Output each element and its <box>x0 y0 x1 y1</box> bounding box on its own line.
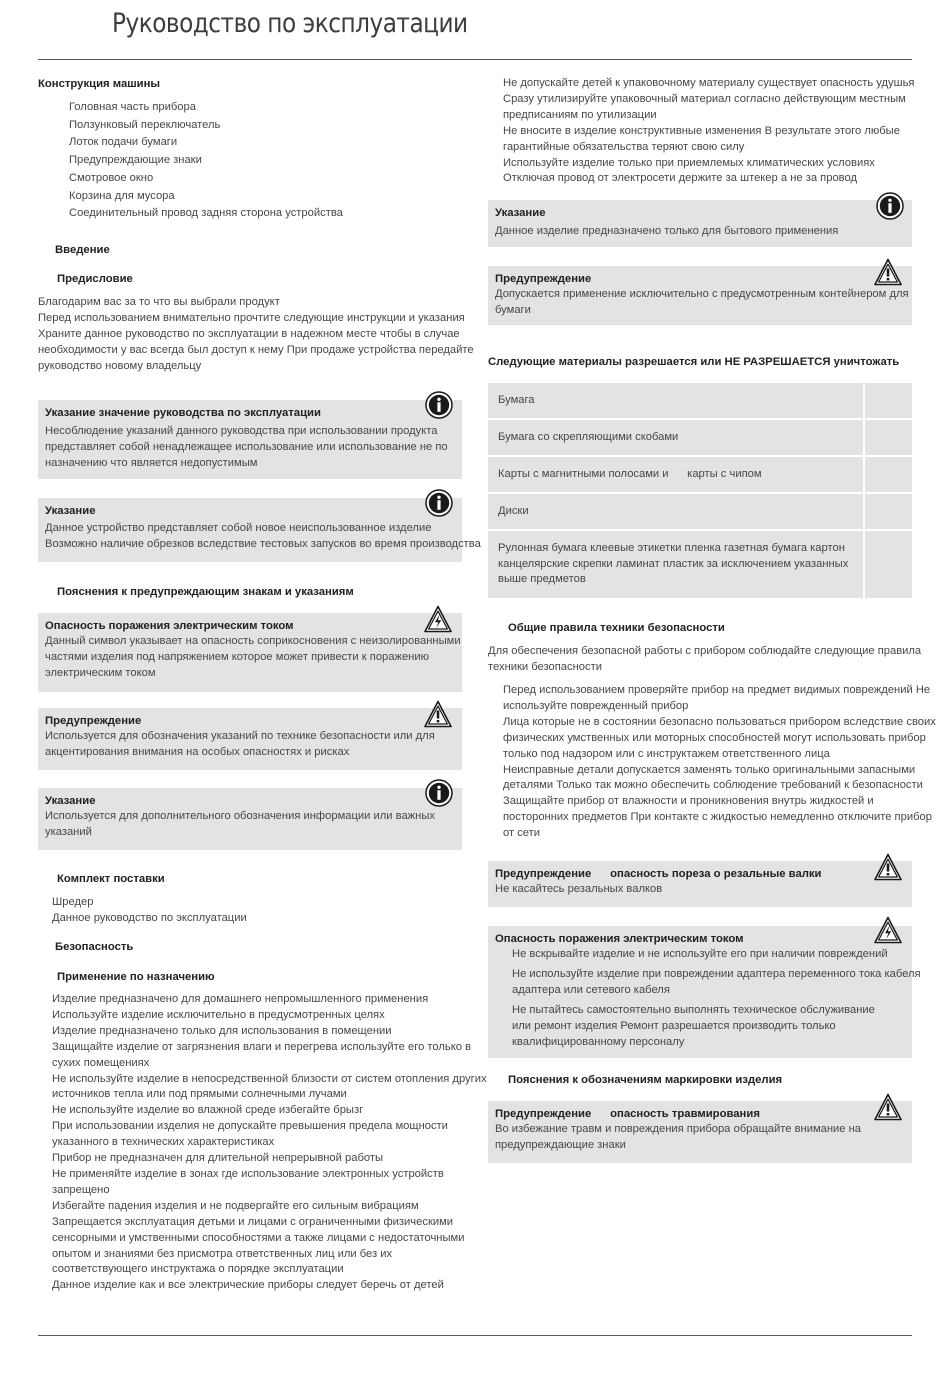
note-title: Указание значение руководства по эксплуатации <box>45 407 321 419</box>
text-line: Во избежание травм и повреждения прибора обращайте внимание на <box>495 1123 862 1135</box>
table-cell-checkbox <box>863 383 912 418</box>
text-line: источников тепла или под прямыми солнечными лучами <box>52 1088 347 1101</box>
table-row <box>488 494 912 529</box>
list-item: Головная часть прибора <box>69 101 196 113</box>
text-line: указаний <box>45 825 92 838</box>
text-line: Не применяйте изделие в зонах где использование электронных устройств <box>52 1167 444 1180</box>
text-line: руководство новому владельцу <box>38 359 202 372</box>
warning-box-injury <box>488 1101 912 1163</box>
table-row <box>488 420 912 455</box>
foreword-text <box>38 295 474 375</box>
table-cell-checkbox <box>863 457 912 492</box>
text-line: Не касайтесь резальных валков <box>495 883 663 895</box>
table-cell: Диски <box>498 504 529 517</box>
text-line: сенсорными и умственными способностями а также лицами с недостаточными <box>52 1231 465 1244</box>
list-item: Смотровое окно <box>69 171 154 184</box>
page-title: Руководство по эксплуатации <box>112 8 468 39</box>
list-item: Предупреждающие знаки <box>69 154 202 167</box>
text-line: используйте поврежденный прибор <box>503 699 689 712</box>
text-line: Данное устройство представляет собой новое неиспользованное изделие <box>45 522 432 534</box>
text-line: предупреждающие знаки <box>495 1138 626 1151</box>
footer-rule <box>38 1335 912 1336</box>
note-box-manual-importance <box>38 400 462 479</box>
text-line: Данное изделие предназначено только для бытового применения <box>495 225 839 237</box>
text-line: Запрещается эксплуатация детьми и лицами с ограниченными физическими <box>52 1215 454 1228</box>
text-line: Отключая провод от электросети держите за штекер а не за провод <box>503 172 857 185</box>
info-icon <box>425 779 453 807</box>
text-line: Защищайте прибор от влажности и проникновения внутрь жидкостей и <box>503 795 874 808</box>
text-line: или ремонт изделия Ремонт разрешается производить только <box>512 1019 836 1032</box>
note-title: Предупреждение <box>495 273 592 285</box>
warning-triangle-icon <box>874 853 902 881</box>
table-cell: Бумага со скрепляющими скобами <box>498 430 679 443</box>
note-title: Указание <box>495 207 546 219</box>
text-line: опытом и знаниями без присмотра ответственных лиц или без их <box>52 1247 393 1260</box>
note-title: Указание <box>45 795 96 807</box>
text-line: Для обеспечения безопасной работы с прибором соблюдайте следующие правила <box>488 645 922 657</box>
text-line: Не вскрывайте изделие и не используйте его при наличии повреждений <box>512 948 888 960</box>
note-title: Опасность поражения электрическим током <box>45 620 294 632</box>
list-item: Данное руководство по эксплуатации <box>52 911 247 924</box>
text-line: посторонних предметов При контакте с жидкостью немедленно отключите прибор <box>503 811 932 824</box>
packaging-safety-list <box>503 76 914 187</box>
construction-list <box>69 99 343 223</box>
text-line: гарантийные обязательства теряют свою силу <box>503 140 745 153</box>
text-line: Храните данное руководство по эксплуатации в надежном месте чтобы в случае <box>38 327 460 340</box>
materials-table <box>488 383 912 600</box>
text-line: соответствующего инструктажа о порядке эксплуатации <box>52 1263 344 1276</box>
electric-shock-warning-icon <box>424 605 452 633</box>
warning-box-cutting-rollers <box>488 861 912 907</box>
warning-triangle-icon <box>874 258 902 286</box>
foreword-heading: Предисловие <box>57 273 133 285</box>
shock-hazard-box <box>488 926 921 1058</box>
introduction-heading: Введение <box>55 244 110 256</box>
table-cell-checkbox <box>863 494 912 529</box>
list-item: Шредер <box>52 896 94 908</box>
text-line: Защищайте изделие от загрязнения влаги и перегрева используйте его только в <box>52 1040 472 1053</box>
text-line: деталями Только так можно обеспечить соблюдение требований к безопасности <box>503 779 923 792</box>
text-line: Используется для обозначения указаний по технике безопасности или для <box>45 730 435 742</box>
general-safety-intro <box>488 644 921 676</box>
text-line: Прибор не предназначен для длительной непрерывной работы <box>52 1152 384 1165</box>
table-row <box>488 457 912 492</box>
text-line: Данное изделие как и все электрические приборы следует беречь от детей <box>52 1279 444 1292</box>
text-line: Сразу утилизируйте упаковочный материал согласно действующим местным <box>503 92 906 105</box>
list-item: Корзина для мусора <box>69 189 175 202</box>
warning-triangle-icon <box>424 700 452 728</box>
table-row <box>488 531 912 598</box>
note-title: Предупреждение <box>45 715 142 727</box>
note-box-household-use <box>488 200 912 247</box>
note-box-new-product <box>38 498 481 562</box>
text-line: Допускается применение исключительно с предусмотренным контейнером для <box>495 288 909 300</box>
text-line: назначению что является недопустимым <box>45 456 258 469</box>
text-line: Неисправные детали допускается заменять только оригинальными запасными <box>503 763 916 776</box>
info-icon <box>425 489 453 517</box>
table-cell: Бумага <box>498 393 535 406</box>
text-line: необходимости у вас всегда был доступ к нему При продаже устройства передайте <box>38 343 474 356</box>
text-line: Перед использованием внимательно прочтите следующие инструкции и указания <box>38 311 465 324</box>
text-line: При использовании изделия не допускайте превышения предела мощности <box>52 1120 448 1133</box>
list-item: Соединительный провод задняя сторона устройства <box>69 207 343 220</box>
text-line: указанного в технических характеристиках <box>52 1136 275 1149</box>
text-line: Изделие предназначено только для использования в помещении <box>52 1024 392 1037</box>
text-line: Избегайте падения изделия и не подвергайте его сильным вибрациям <box>52 1199 419 1212</box>
text-line: электрическим током <box>45 666 156 679</box>
text-line: от сети <box>503 827 541 840</box>
info-icon <box>425 391 453 419</box>
construction-heading: Конструкция машины <box>38 78 161 90</box>
general-safety-heading: Общие правила техники безопасности <box>508 622 725 634</box>
text-line: Не пытайтесь самостоятельно выполнять техническое обслуживание <box>512 1003 875 1016</box>
text-line: техники безопасности <box>488 660 602 673</box>
text-line: Не вносите в изделие конструктивные изменения В результате этого любые <box>503 124 900 137</box>
text-line: Не используйте изделие во влажной среде избегайте брызг <box>52 1104 364 1117</box>
note-title: Предупреждение опасность пореза о резальные валки <box>495 868 822 880</box>
text-line: Используйте изделие исключительно в предусмотренных целях <box>52 1008 385 1021</box>
text-line: Не используйте изделие в непосредственной близости от систем отопления других <box>52 1072 487 1085</box>
text-line: частями изделия под напряжением которое может привести к поражению <box>45 650 430 663</box>
marking-explanation-heading: Пояснения к обозначениям маркировки изделия <box>508 1074 783 1086</box>
text-line: сухих помещениях <box>52 1056 150 1069</box>
text-line: бумаги <box>495 303 531 316</box>
shock-hazard-box <box>38 613 462 692</box>
text-line: предписаниям по утилизации <box>503 108 657 121</box>
list-item: Ползунковый переключатель <box>69 118 221 131</box>
text-line: Используется для дополнительного обозначения информации или важных <box>45 810 435 822</box>
table-row <box>488 383 912 418</box>
info-icon <box>876 192 904 220</box>
note-title: Опасность поражения электрическим током <box>495 933 744 945</box>
text-line: Несоблюдение указаний данного руководства при использовании продукта <box>45 425 438 437</box>
text-line: Благодарим вас за то что вы выбрали продукт <box>38 296 280 308</box>
text-line: представляет собой ненадлежащее использование или использование не по <box>45 440 448 453</box>
text-line: Перед использованием проверяйте прибор на предмет видимых повреждений Не <box>503 684 931 696</box>
electric-shock-warning-icon <box>874 916 902 944</box>
table-cell: Карты с магнитными полосами и карты с чипом <box>498 467 762 480</box>
warning-box-container <box>488 266 912 325</box>
text-line: только под надзором или с инструктажем ответственного лица <box>503 747 830 760</box>
text-line: Используйте изделие только при приемлемых климатических условиях <box>503 156 875 169</box>
signs-explanation-heading: Пояснения к предупреждающим знакам и указаниям <box>57 586 354 598</box>
materials-heading: Следующие материалы разрешается или НЕ РАЗРЕШАЕТСЯ уничтожать <box>488 356 900 368</box>
text-line: Лица которые не в состоянии безопасно пользоваться прибором вследствие своих <box>503 715 936 728</box>
text-line: физических умственных или моторных способностей могут использовать прибор <box>503 731 926 744</box>
table-cell: Рулонная бумага клеевые этикетки пленка газетная бумага картон канцелярские скрепки ламинат пластик за исключением указанных выше предметов <box>498 541 849 586</box>
package-contents-heading: Комплект поставки <box>57 873 165 885</box>
text-line: Не используйте изделие при повреждении адаптера переменного тока кабеля <box>512 967 921 980</box>
table-cell-checkbox <box>863 531 912 598</box>
text-line: Возможно наличие обрезков вследствие тестовых запусков во время производства <box>45 537 481 550</box>
package-contents-list <box>52 895 247 927</box>
text-line: адаптера или сетевого кабеля <box>512 983 670 996</box>
note-box-additional-info <box>38 788 462 850</box>
note-title: Предупреждение опасность травмирования <box>495 1108 760 1120</box>
text-line: Изделие предназначено для домашнего непромышленного применения <box>52 993 429 1005</box>
warning-triangle-icon <box>874 1093 902 1121</box>
header-rule <box>38 59 912 60</box>
safety-heading: Безопасность <box>55 941 134 953</box>
text-line: запрещено <box>52 1183 110 1196</box>
warning-box <box>38 708 462 770</box>
table-cell-checkbox <box>863 420 912 455</box>
text-line: Данный символ указывает на опасность соприкосновения с неизолированными <box>45 635 461 647</box>
intended-use-list <box>52 992 487 1294</box>
text-line: акцентирования внимания на особых опасностях и рисках <box>45 745 350 758</box>
text-line: Не допускайте детей к упаковочному материалу существует опасность удушья <box>503 77 915 89</box>
intended-use-heading: Применение по назначению <box>57 971 215 983</box>
note-title: Указание <box>45 505 96 517</box>
general-safety-list <box>503 683 936 842</box>
list-item: Лоток подачи бумаги <box>69 136 178 149</box>
text-line: квалифицированному персоналу <box>512 1035 685 1048</box>
